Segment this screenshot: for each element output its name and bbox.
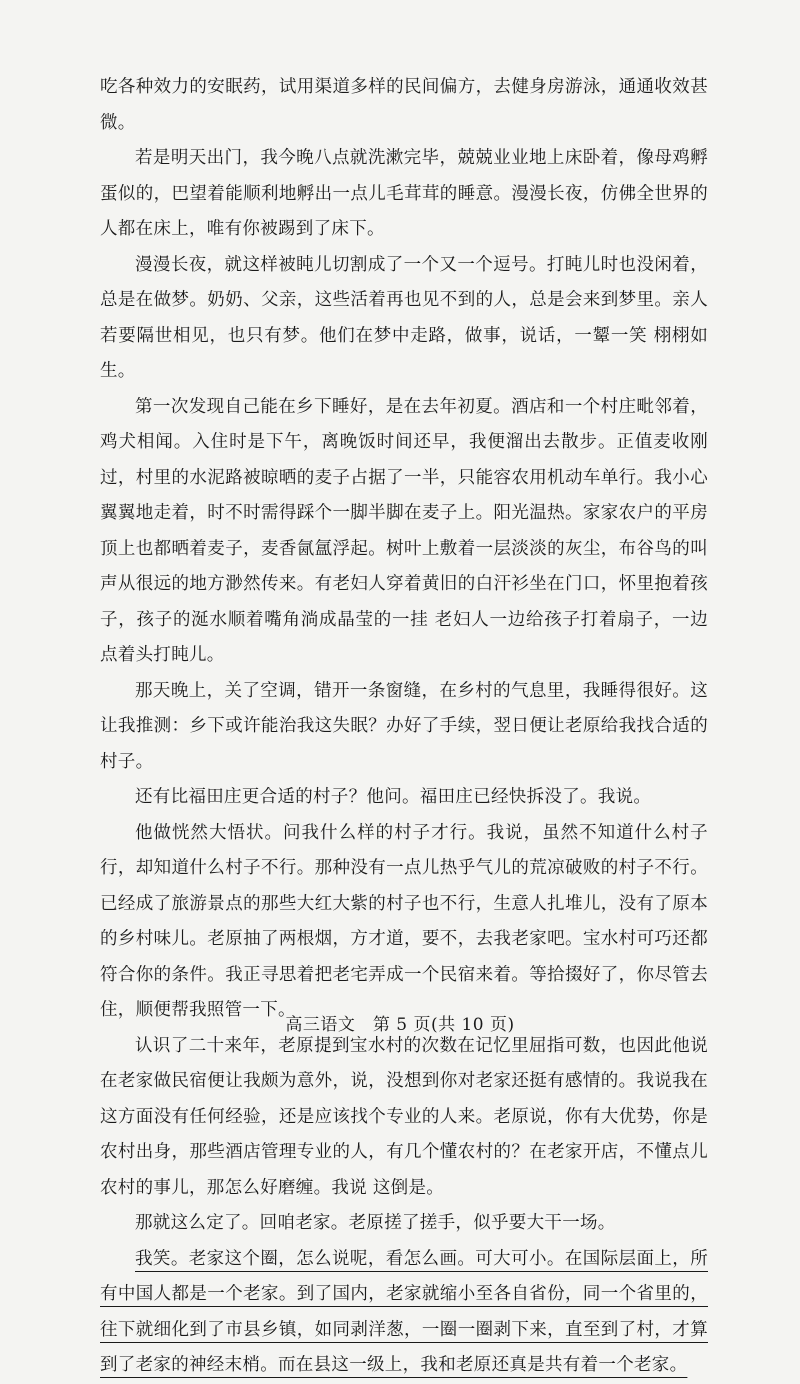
paragraph-7: 他做恍然大悟状。问我什么样的村子才行。我说，虽然不知道什么村子行，却知道什么村子不行。那种没有一点儿热乎气儿的荒凉破败的村子不行。已经成了旅游景点的那些大红大紫的村子也不行，生意人扎堆儿，没有了原本的乡村味儿。老原抽了两根烟，方才道，要不，去我老家吧。宝水村可巧还都符合你的条件。我正寻思着把老宅弄成一个民宿来着。等拾掇好了，你尽管去住，顺便帮我照管一下。 [100, 822, 708, 1020]
paragraph-3: 漫漫长夜，就这样被盹儿切割成了一个又一个逗号。打盹儿时也没闲着，总是在做梦。奶奶、父亲，这些活着再也见不到的人，总是会来到梦里。亲人若要隔世相见，也只有梦。他们在梦中走路，做事，说话，一颦一笑 栩栩如生。 [100, 254, 708, 381]
paragraph-2: 若是明天出门，我今晚八点就洗漱完毕，兢兢业业地上床卧着，像母鸡孵蛋似的，巴望着能顺利地孵出一点儿毛茸茸的睡意。漫漫长夜，仿佛全世界的人都在床上，唯有你被踢到了床下。 [100, 148, 708, 239]
paragraph-1: 吃各种效力的安眠药，试用渠道多样的民间偏方，去健身房游泳，通通收效甚微。 [100, 77, 708, 133]
paragraph-9: 那就这么定了。回咱老家。老原搓了搓手，似乎要大干一场。 [135, 1213, 616, 1233]
paragraph-5: 那天晚上，关了空调，错开一条窗缝，在乡村的气息里，我睡得很好。这让我推测：乡下或许能治我这失眠？办好了手续，翌日便让老原给我找合适的村子。 [100, 680, 708, 772]
page-footer: 高三语文 第 5 页(共 10 页) [285, 1015, 515, 1035]
paragraph-10-underlined: 我笑。老家这个圈，怎么说呢，看怎么画。可大可小。在国际层面上，所有中国人都是一个老家。到了国内，老家就缩小至各自省份，同一个省里的，往下就细化到了市县乡镇，如同剥洋葱，一圈一圈剥下来，直至到了村，才算到了老家的神经末梢。而在县这一级上，我和老原还真是共有着一个老家。 [100, 1248, 708, 1375]
paragraph-6: 还有比福田庄更合适的村子？他问。福田庄已经快拆没了。我说。 [135, 787, 652, 807]
paragraph-4: 第一次发现自己能在乡下睡好，是在去年初夏。酒店和一个村庄毗邻着，鸡犬相闻。入住时是下午，离晚饭时间还早，我便溜出去散步。正值麦收刚过，村里的水泥路被晾晒的麦子占据了一半，只能容农用机动车单行。我小心翼翼地走着，时不时需得踩个一脚半脚在麦子上。阳光温热。家家农户的平房顶上也都晒着麦子，麦香氤氲浮起。树叶上敷着一层淡淡的灰尘，布谷鸟的叫声从很远的地方渺然传来。有老妇人穿着黄旧的白汗衫坐在门口，怀里抱着孩子，孩子的涎水顺着嘴角淌成晶莹的一挂 老妇人一边给孩子打着扇子，一边点着头打盹儿。 [100, 396, 708, 665]
paragraph-8: 认识了二十来年，老原提到宝水村的次数在记忆里屈指可数，也因此他说在老家做民宿便让我颇为意外，说，没想到你对老家还挺有感情的。我说我在这方面没有任何经验，还是应该找个专业的人来。老原说，你有大优势，你是农村出身，那些酒店管理专业的人，有几个懂农村的？在老家开店，不懂点儿农村的事儿，那怎么好磨缠。我说 这倒是。 [100, 1035, 708, 1198]
